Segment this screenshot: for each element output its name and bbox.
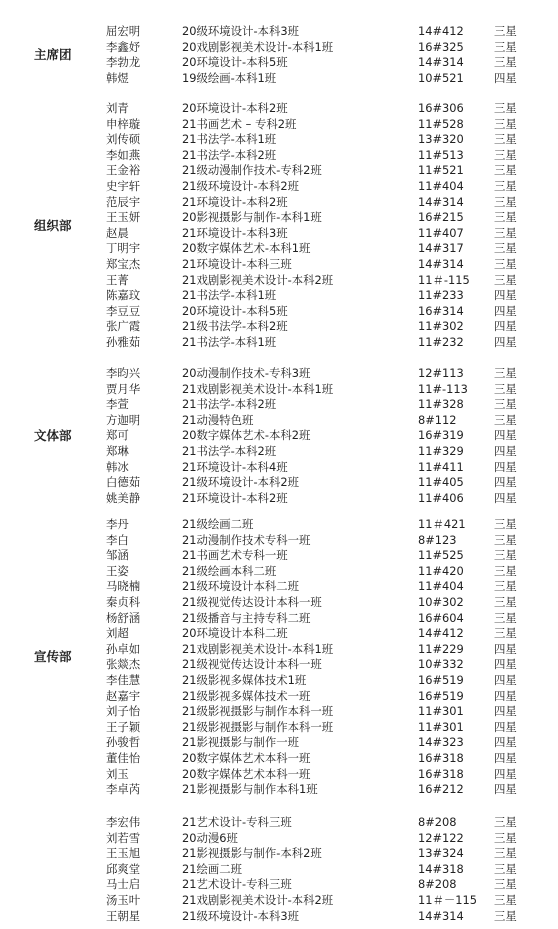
member-rank: 三星 (494, 225, 517, 240)
member-name: 申梓璇 (106, 116, 141, 131)
member-class: 21环境设计-本科4班 (182, 459, 288, 474)
member-name: 李鑫妤 (106, 39, 141, 54)
member-class: 20级环境设计-本科3班 (182, 24, 299, 38)
member-rank: 四星 (494, 704, 517, 719)
member-row (0, 673, 558, 689)
member-room: 16#318 (418, 766, 464, 781)
member-name: 屈宏明 (106, 24, 141, 38)
member-row (0, 304, 558, 320)
member-class: 20环境设计本科二班 (182, 626, 288, 641)
member-row (0, 909, 558, 925)
member-rank: 四星 (494, 303, 517, 318)
member-class: 21艺术设计-专科三班 (182, 815, 292, 829)
member-name: 韩冰 (106, 459, 129, 474)
member-row (0, 288, 558, 304)
member-row (0, 564, 558, 580)
member-class: 20数字媒体艺术-本科2班 (182, 428, 311, 443)
member-name: 汤玉叶 (106, 893, 141, 907)
member-row (0, 491, 558, 507)
member-class: 21环境设计-本科三班 (182, 257, 292, 271)
member-row (0, 689, 558, 705)
member-row (0, 179, 558, 195)
department-label: 主席团 (34, 46, 72, 62)
member-class: 20数字媒体艺术本科一班 (182, 766, 311, 781)
member-name: 赵嘉宇 (106, 688, 141, 703)
member-row (0, 751, 558, 767)
member-class: 21级书法学-本科2班 (182, 319, 288, 334)
member-name: 赵晨 (106, 225, 129, 240)
member-name: 马晓楠 (106, 579, 141, 594)
member-rank: 四星 (494, 490, 517, 505)
member-row (0, 862, 558, 878)
member-name: 王朝星 (106, 908, 141, 923)
member-name: 马士启 (106, 877, 141, 892)
department-label: 文体部 (34, 427, 72, 443)
member-rank: 三星 (494, 39, 517, 54)
member-row (0, 397, 558, 413)
member-room: 16#314 (418, 303, 464, 318)
member-name: 王玉旭 (106, 846, 141, 861)
member-name: 刘若雪 (106, 830, 141, 845)
member-class: 21艺术设计-专科三班 (182, 877, 292, 892)
member-row (0, 579, 558, 595)
member-room: 11#301 (418, 704, 464, 719)
member-room: 16#604 (418, 610, 464, 625)
member-rank: 三星 (494, 532, 517, 547)
member-name: 陈嘉玟 (106, 288, 141, 303)
member-class: 21书法学-本科2班 (182, 444, 277, 458)
member-room: 8#123 (418, 532, 457, 547)
member-row (0, 71, 558, 87)
member-rank: 三星 (494, 163, 517, 178)
member-name: 李卓芮 (106, 782, 141, 797)
member-class: 21级环境设计-本科2班 (182, 179, 299, 193)
member-room: 11#404 (418, 179, 464, 193)
member-name: 李昀兴 (106, 366, 141, 380)
member-room: 14#314 (418, 55, 464, 70)
member-rank: 三星 (494, 194, 517, 209)
member-rank: 四星 (494, 444, 517, 458)
member-room: 11#528 (418, 116, 464, 131)
member-room: 11#-113 (418, 381, 468, 396)
member-room: 11#229 (418, 641, 464, 656)
member-class: 21级环境设计-本科3班 (182, 908, 299, 923)
member-row (0, 210, 558, 226)
member-room: 16#519 (418, 688, 464, 703)
member-name: 刘子怡 (106, 704, 141, 719)
member-name: 邱爽堂 (106, 861, 141, 876)
member-row (0, 657, 558, 673)
member-rank: 三星 (494, 579, 517, 594)
member-class: 21动漫特色班 (182, 412, 254, 427)
member-name: 刘玉 (106, 766, 129, 781)
member-row (0, 24, 558, 40)
member-rank: 三星 (494, 861, 517, 876)
member-rank: 三星 (494, 412, 517, 427)
member-name: 范辰宇 (106, 194, 141, 209)
member-room: 11#302 (418, 319, 464, 334)
member-class: 21动漫制作技术专科一班 (182, 532, 311, 547)
member-name: 郑宝杰 (106, 257, 141, 271)
member-class: 21级绘画二班 (182, 517, 254, 531)
member-room: 11#406 (418, 490, 464, 505)
member-room: 12#113 (418, 366, 464, 380)
member-name: 刘青 (106, 101, 129, 115)
member-room: 14#314 (418, 908, 464, 923)
member-name: 李宏伟 (106, 815, 141, 829)
member-room: 11#407 (418, 225, 464, 240)
member-rank: 三星 (494, 517, 517, 531)
member-class: 21书法学-本科1班 (182, 288, 277, 303)
member-name: 邹涵 (106, 548, 129, 563)
member-rank: 三星 (494, 595, 517, 609)
member-row (0, 893, 558, 909)
member-room: 11#405 (418, 475, 464, 490)
member-row (0, 428, 558, 444)
member-class: 21戏剧影视美术设计-本科2班 (182, 272, 334, 287)
member-room: 14#318 (418, 861, 464, 876)
member-room: 16#325 (418, 39, 464, 54)
member-row (0, 831, 558, 847)
member-class: 21书法学-本科2班 (182, 147, 277, 162)
member-class: 21戏剧影视美术设计-本科1班 (182, 641, 334, 656)
member-room: 11#513 (418, 147, 464, 162)
member-name: 方迦明 (106, 412, 141, 427)
member-room: 16#212 (418, 782, 464, 797)
member-name: 王金裕 (106, 163, 141, 178)
member-name: 孙骏哲 (106, 735, 141, 750)
member-row (0, 366, 558, 382)
member-class: 21书画艺术专科一班 (182, 548, 288, 563)
member-class: 21级影视摄影与制作本科一班 (182, 704, 334, 719)
member-room: 12#122 (418, 830, 464, 845)
member-row (0, 735, 558, 751)
member-name: 王菁 (106, 272, 129, 287)
member-class: 21影视摄影与制作一班 (182, 735, 300, 750)
member-name: 李白 (106, 532, 129, 547)
member-rank: 三星 (494, 830, 517, 845)
member-rank: 三星 (494, 366, 517, 380)
member-class: 20数字媒体艺术本科一班 (182, 751, 311, 765)
member-row (0, 720, 558, 736)
member-room: 11#232 (418, 335, 464, 349)
member-class: 21戏剧影视美术设计-本科2班 (182, 893, 334, 907)
member-name: 张燚杰 (106, 657, 141, 672)
member-name: 董佳怡 (106, 751, 141, 765)
member-class: 20数字媒体艺术-本科1班 (182, 241, 311, 256)
member-room: 13#324 (418, 846, 464, 861)
member-room: 10#302 (418, 595, 464, 609)
member-room: 14#317 (418, 241, 464, 256)
member-row (0, 132, 558, 148)
member-name: 王玉妍 (106, 210, 141, 225)
member-room: 16#318 (418, 751, 464, 765)
member-room: 10#332 (418, 657, 464, 672)
member-row (0, 460, 558, 476)
member-name: 孙雅茹 (106, 335, 141, 349)
member-room: 14#314 (418, 257, 464, 271)
member-room: 11#525 (418, 548, 464, 563)
member-rank: 三星 (494, 893, 517, 907)
member-room: 11＃-115 (418, 272, 470, 287)
member-row (0, 642, 558, 658)
member-name: 张广霞 (106, 319, 141, 334)
member-class: 21环境设计-本科2班 (182, 194, 288, 209)
member-row (0, 101, 558, 117)
member-rank: 三星 (494, 908, 517, 923)
member-name: 李佳慧 (106, 673, 141, 687)
member-name: 郑可 (106, 428, 129, 443)
member-rank: 三星 (494, 272, 517, 287)
member-class: 21书法学-本科1班 (182, 132, 277, 147)
member-room: 13#320 (418, 132, 464, 147)
member-row (0, 611, 558, 627)
member-class: 21戏剧影视美术设计-本科1班 (182, 381, 334, 396)
member-class: 21书法学-本科1班 (182, 335, 277, 349)
member-name: 李豆豆 (106, 303, 141, 318)
member-room: 16#215 (418, 210, 464, 225)
member-room: 11＃－115 (418, 893, 478, 907)
member-room: 11＃421 (418, 517, 466, 531)
member-class: 21级播音与主持专科二班 (182, 610, 311, 625)
member-room: 8#208 (418, 877, 457, 892)
member-rank: 三星 (494, 397, 517, 412)
member-rank: 四星 (494, 657, 517, 672)
member-rank: 三星 (494, 257, 517, 271)
member-row (0, 226, 558, 242)
member-room: 10#521 (418, 70, 464, 85)
member-rank: 三星 (494, 179, 517, 193)
member-name: 姚美静 (106, 490, 141, 505)
member-room: 8#112 (418, 412, 457, 427)
member-row (0, 548, 558, 564)
member-row (0, 877, 558, 893)
member-rank: 四星 (494, 70, 517, 85)
member-room: 11#233 (418, 288, 464, 303)
member-class: 21影视摄影与制作-本科2班 (182, 846, 322, 861)
member-room: 16#306 (418, 101, 464, 115)
member-rank: 四星 (494, 459, 517, 474)
member-room: 11#404 (418, 579, 464, 594)
member-rank: 四星 (494, 641, 517, 656)
member-class: 21级影视多媒体技术1班 (182, 673, 307, 687)
member-name: 李勃龙 (106, 55, 141, 70)
member-rank: 三星 (494, 610, 517, 625)
member-room: 14#412 (418, 626, 464, 641)
member-name: 王子颖 (106, 719, 141, 734)
member-class: 20动漫6班 (182, 830, 238, 845)
member-rank: 三星 (494, 381, 517, 396)
member-rank: 三星 (494, 210, 517, 225)
member-class: 20环境设计-本科5班 (182, 303, 288, 318)
member-row (0, 782, 558, 798)
member-class: 21环境设计-本科2班 (182, 490, 288, 505)
member-rank: 三星 (494, 132, 517, 147)
member-name: 秦贞科 (106, 595, 141, 609)
member-rank: 三星 (494, 24, 517, 38)
member-row (0, 626, 558, 642)
member-rank: 四星 (494, 751, 517, 765)
member-row (0, 517, 558, 533)
member-name: 丁明宇 (106, 241, 141, 256)
member-rank: 三星 (494, 877, 517, 892)
member-class: 21环境设计-本科3班 (182, 225, 288, 240)
member-row (0, 767, 558, 783)
member-class: 21级影视多媒体技术一班 (182, 688, 311, 703)
member-row (0, 241, 558, 257)
member-rank: 三星 (494, 626, 517, 641)
member-class: 21级动漫制作技术-专科2班 (182, 163, 322, 178)
member-rank: 四星 (494, 766, 517, 781)
member-rank: 四星 (494, 288, 517, 303)
member-class: 21级视觉传达设计本科一班 (182, 657, 322, 672)
member-row (0, 815, 558, 831)
member-rank: 三星 (494, 846, 517, 861)
member-row (0, 704, 558, 720)
member-class: 21书法学-本科2班 (182, 397, 277, 412)
member-rank: 四星 (494, 688, 517, 703)
member-name: 王姿 (106, 563, 129, 578)
member-class: 19级绘画-本科1班 (182, 70, 277, 85)
member-row (0, 163, 558, 179)
member-row (0, 319, 558, 335)
member-name: 孙卓如 (106, 641, 141, 656)
member-row (0, 595, 558, 611)
member-rank: 三星 (494, 147, 517, 162)
member-name: 刘传硕 (106, 132, 141, 147)
member-rank: 四星 (494, 719, 517, 734)
member-row (0, 444, 558, 460)
member-room: 11#420 (418, 563, 464, 578)
member-name: 韩煜 (106, 70, 129, 85)
member-room: 11#328 (418, 397, 464, 412)
member-name: 白德茹 (106, 475, 141, 490)
member-name: 李萱 (106, 397, 129, 412)
member-name: 杨舒涵 (106, 610, 141, 625)
member-rank: 三星 (494, 55, 517, 70)
member-room: 11#301 (418, 719, 464, 734)
member-row (0, 846, 558, 862)
member-room: 14#314 (418, 194, 464, 209)
member-name: 郑琳 (106, 444, 129, 458)
member-class: 20环境设计-本科5班 (182, 55, 288, 70)
member-row (0, 148, 558, 164)
member-rank: 四星 (494, 475, 517, 490)
member-room: 8#208 (418, 815, 457, 829)
department-label: 宣传部 (34, 649, 72, 665)
member-class: 21级影视摄影与制作本科一班 (182, 719, 334, 734)
member-rank: 三星 (494, 563, 517, 578)
member-rank: 四星 (494, 782, 517, 797)
member-class: 21绘画二班 (182, 861, 243, 876)
member-rank: 三星 (494, 116, 517, 131)
member-class: 21级环境设计本科二班 (182, 579, 300, 594)
member-row (0, 257, 558, 273)
member-room: 14#412 (418, 24, 464, 38)
member-class: 20影视摄影与制作-本科1班 (182, 210, 322, 225)
member-rank: 四星 (494, 428, 517, 443)
member-row (0, 117, 558, 133)
member-name: 史宇轩 (106, 179, 141, 193)
member-class: 21书画艺术 – 专科2班 (182, 116, 297, 131)
member-class: 20戏剧影视美术设计-本科1班 (182, 39, 334, 54)
member-rank: 三星 (494, 548, 517, 563)
member-row (0, 533, 558, 549)
department-label: 组织部 (34, 217, 72, 233)
member-room: 11#411 (418, 459, 464, 474)
member-name: 贾月华 (106, 381, 141, 396)
member-room: 14#323 (418, 735, 464, 750)
member-rank: 四星 (494, 735, 517, 750)
member-room: 16#519 (418, 673, 464, 687)
member-row (0, 475, 558, 491)
member-rank: 四星 (494, 673, 517, 687)
member-rank: 三星 (494, 101, 517, 115)
member-room: 11#329 (418, 444, 464, 458)
member-rank: 四星 (494, 335, 517, 349)
member-name: 李如燕 (106, 147, 141, 162)
member-class: 21级环境设计-本科2班 (182, 475, 299, 490)
member-row (0, 335, 558, 351)
member-row (0, 413, 558, 429)
member-row (0, 40, 558, 56)
member-class: 20环境设计-本科2班 (182, 101, 288, 115)
member-class: 20动漫制作技术-专科3班 (182, 366, 311, 380)
member-row (0, 55, 558, 71)
member-row (0, 273, 558, 289)
member-rank: 四星 (494, 319, 517, 334)
member-row (0, 195, 558, 211)
member-rank: 三星 (494, 241, 517, 256)
member-rank: 三星 (494, 815, 517, 829)
member-name: 刘超 (106, 626, 129, 641)
member-name: 李丹 (106, 517, 129, 531)
member-class: 21级视觉传达设计本科一班 (182, 595, 322, 609)
member-room: 11#521 (418, 163, 464, 178)
member-class: 21级绘画本科二班 (182, 563, 277, 578)
member-room: 16#319 (418, 428, 464, 443)
member-row (0, 382, 558, 398)
member-class: 21影视摄影与制作本科1班 (182, 782, 318, 797)
